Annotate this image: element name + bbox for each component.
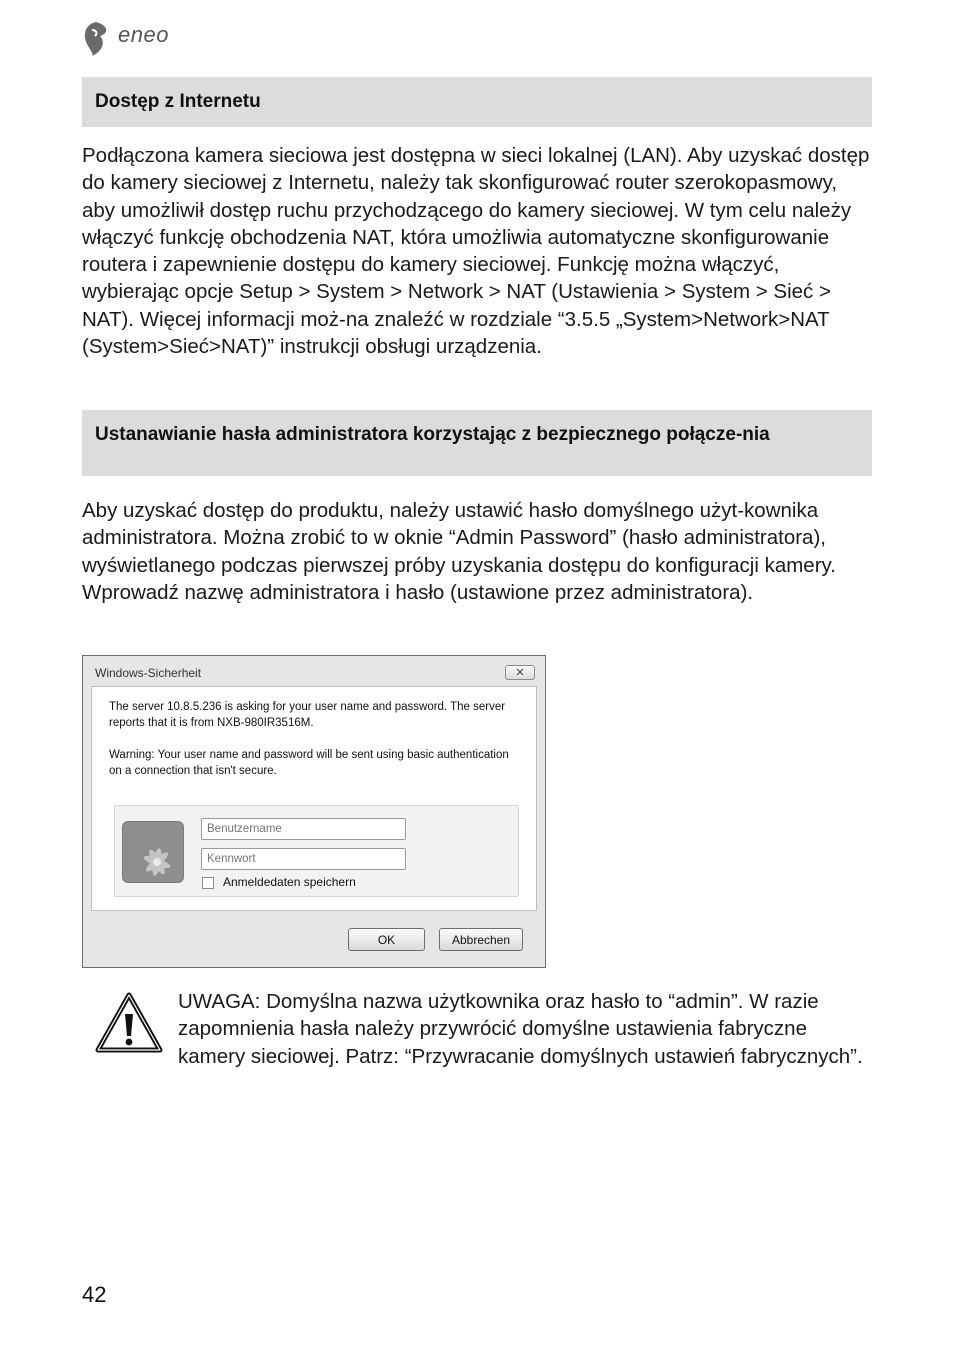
password-input[interactable]	[201, 848, 406, 870]
dialog-message: The server 10.8.5.236 is asking for your user name and password. The server reports that it is from NXB-980IR3516M.	[109, 701, 506, 729]
dialog-body	[91, 686, 537, 911]
ok-button[interactable]: OK	[348, 928, 425, 951]
logo-text: eneo	[118, 22, 169, 47]
cancel-button[interactable]: Abbrechen	[439, 928, 523, 951]
user-avatar-icon	[122, 821, 184, 883]
note-text: UWAGA: Domyślna nazwa użytkownika oraz hasło to “admin”. W razie zapomnienia hasła należy przywrócić domyślne ustawienia fabryczne kamery sieciowej. Patrz: “Przywracanie domyślnych ustawień fabrycznych”.	[178, 990, 863, 1068]
remember-credentials-label: Anmeldedaten speichern	[223, 875, 356, 889]
close-icon: ✕	[515, 667, 525, 679]
section-paragraph-internet-access	[82, 142, 872, 360]
section-heading-admin-password: Ustanawianie hasła administratora korzystając z bezpiecznego połącze-nia	[82, 410, 872, 476]
windows-security-dialog	[82, 655, 546, 968]
username-input[interactable]	[201, 818, 406, 840]
paragraph-text: Aby uzyskać dostęp do produktu, należy ustawić hasło domyślnego użyt-kownika administratora. Można zrobić to w oknie “Admin Password” (hasło administratora), wyświetlanego podczas pierwszej próby uzyskania dostępu do konfiguracji kamery. Wprowadź nazwę administratora i hasło (ustawione przez administratora).	[82, 499, 836, 604]
section-paragraph-admin-password	[82, 497, 872, 606]
remember-credentials-checkbox[interactable]	[202, 877, 214, 889]
close-button[interactable]	[505, 665, 535, 680]
dialog-warning: Warning: Your user name and password will be sent using basic authentication on a connection that isn't secure.	[109, 749, 509, 777]
warning-note	[82, 988, 872, 1070]
note-spacer	[82, 988, 178, 1070]
section-heading-internet-access: Dostęp z Internetu	[82, 77, 872, 127]
credentials-panel	[114, 805, 519, 897]
dialog-title: Windows-Sicherheit	[95, 666, 202, 680]
paragraph-text: Podłączona kamera sieciowa jest dostępna w sieci lokalnej (LAN). Aby uzyskać dostęp do kamery sieciowej z Internetu, należy tak skonfigurować router szerokopasmowy, aby umożliwił dostęp ruchu przychodzącego do kamery sieciowej. W tym celu należy włączyć funkcję obchodzenia NAT, która umożliwia automatyczne skonfigurowanie routera i zapewnienie dostępu do kamery sieciowej. Funkcję można włączyć, wybierając opcje Setup > System > Network > NAT (Ustawienia > System > Sieć > NAT). Więcej informacji moż-na znaleźć w rozdziale “3.5.5 „System>Network>NAT (System>Sieć>NAT)” instrukcji obsługi urządzenia.	[82, 144, 870, 359]
page-number: 42	[82, 1282, 107, 1307]
